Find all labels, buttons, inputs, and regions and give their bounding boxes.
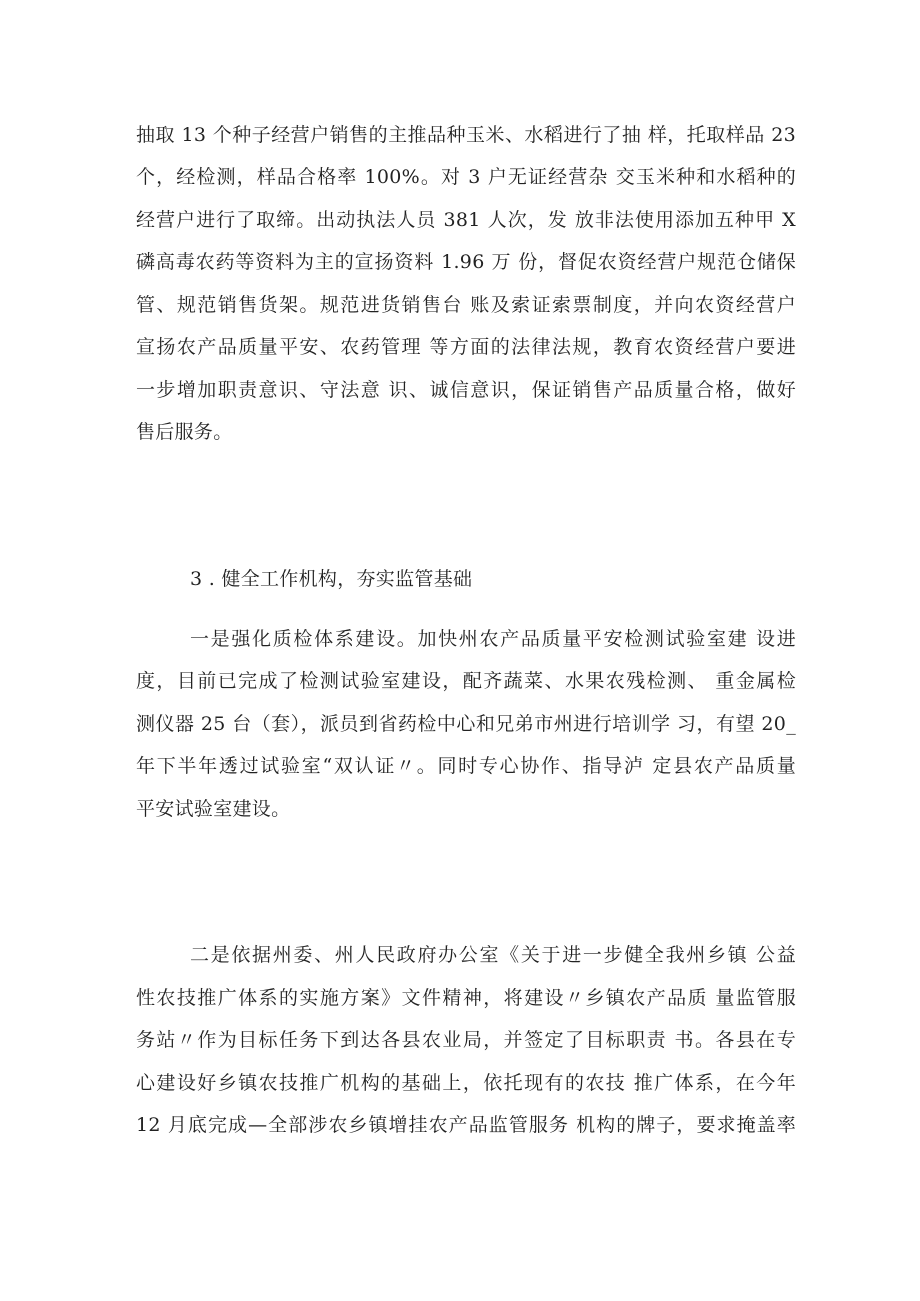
paragraph-1-line-6: 宣扬农产品质量平安、农药管理 等方面的法律法规，教育农资经营户要进 <box>136 336 796 358</box>
paragraph-1-line-2: 个，经检测，样品合格率 100%。对 3 户无证经营杂 交玉米种和水稻种的 <box>136 166 796 188</box>
paragraph-3-line-1: 二是依据州委、州人民政府办公室《关于进一步健全我州乡镇 公益 <box>190 944 796 966</box>
paragraph-1-line-3: 经营户进行了取缔。出动执法人员 381 人次，发 放非法使用添加五种甲 X <box>136 209 796 231</box>
paragraph-1-line-5: 管、规范销售货架。规范进货销售台 账及索证索票制度，并向农资经营户 <box>136 294 796 316</box>
paragraph-3-line-2: 性农技推广体系的实施方案》文件精神，将建设〃乡镇农产品质 量监管服 <box>136 987 796 1009</box>
paragraph-1-line-7: 一步增加职责意识、守法意 识、诚信意识，保证销售产品质量合格，做好 <box>136 379 796 401</box>
paragraph-3-line-5: 12 月底完成—全部涉农乡镇增挂农产品监管服务 机构的牌子，要求掩盖率 <box>136 1114 796 1136</box>
section-heading-3: 3 . 健全工作机构，夯实监管基础 <box>190 568 473 590</box>
paragraph-2-line-2: 度，目前已完成了检测试验室建设，配齐蔬菜、水果农残检测、 重金属检 <box>136 670 796 692</box>
paragraph-2-line-5: 平安试验室建设。 <box>136 798 291 820</box>
paragraph-1-line-4: 磷高毒农药等资料为主的宣扬资料 1.96 万 份，督促农资经营户规范仓储保 <box>136 251 796 273</box>
paragraph-2-line-3: 测仪器 25 台（套），派员到省药检中心和兄弟市州进行培训学 习，有望 20_ <box>136 713 796 735</box>
paragraph-3-line-4: 心建设好乡镇农技推广机构的基础上，依托现有的农技 推广体系，在今年 <box>136 1072 796 1094</box>
paragraph-2-line-4: 年下半年透过试验室“双认证〃。同时专心协作、指导泸 定县农产品质量 <box>136 755 796 777</box>
paragraph-1-line-8: 售后服务。 <box>136 421 233 443</box>
paragraph-3-line-3: 务站〃作为目标任务下到达各县农业局，并签定了目标职责 书。各县在专 <box>136 1029 796 1051</box>
paragraph-1-line-1: 抽取 13 个种子经营户销售的主推品种玉米、水稻进行了抽 样，托取样品 23 <box>136 124 796 146</box>
paragraph-2-line-1: 一是强化质检体系建设。加快州农产品质量平安检测试验室建 设进 <box>190 628 796 650</box>
